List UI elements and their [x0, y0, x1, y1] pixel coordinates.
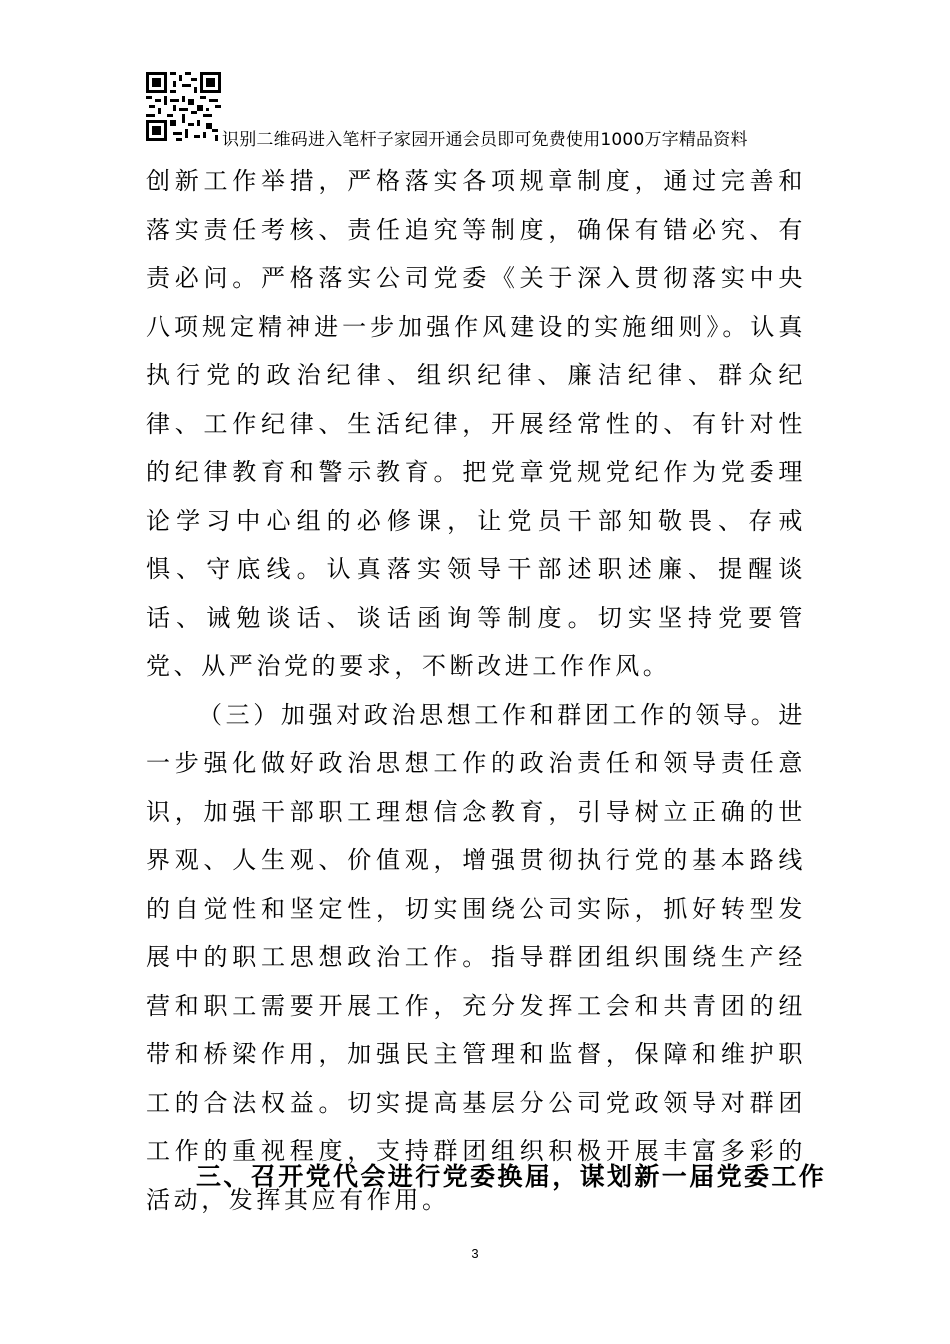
- body-paragraph: 创新工作举措，严格落实各项规章制度，通过完善和落实责任考核、责任追究等制度，确保有错必究、有责必问。严格落实公司党委《关于深入贯彻落实中央八项规定精神进一步加强作风建设的实施细则》。认真执行党的政治纪律、组织纪律、廉洁纪律、群众纪律、工作纪律、生活纪律，开展经常性的、有针对性的纪律教育和警示教育。把党章党规党纪作为党委理论学习中心组的必修课，让党员干部知敬畏、存戒惧、守底线。认真落实领导干部述职述廉、提醒谈话、诫勉谈话、谈话函询等制度。切实坚持党要管党、从严治党的要求，不断改进工作作风。: [146, 167, 806, 680]
- section-heading: 三、召开党代会进行党委换届，谋划新一届党委工作: [196, 1162, 827, 1191]
- qr-code-image: [146, 72, 221, 141]
- body-paragraph: （三）加强对政治思想工作和群团工作的领导。进一步强化做好政治思想工作的政治责任和领导责任意识，加强干部职工理想信念教育，引导树立正确的世界观、人生观、价值观，增强贯彻执行党的基本路线的自觉性和坚定性，切实围绕公司实际，抓好转型发展中的职工思想政治工作。指导群团组织围绕生产经营和职工需要开展工作，充分发挥工会和共青团的纽带和桥梁作用，加强民主管理和监督，保障和维护职工的合法权益。切实提高基层分公司党政领导对群团工作的重视程度，支持群团组织积极开展丰富多彩的活动，发挥其应有作用。: [146, 700, 806, 1214]
- document-body: [146, 157, 806, 1224]
- page-number: 3: [471, 1246, 479, 1261]
- promo-banner-text: 识别二维码进入笔杆子家园开通会员即可免费使用1000万字精品资料: [222, 130, 748, 150]
